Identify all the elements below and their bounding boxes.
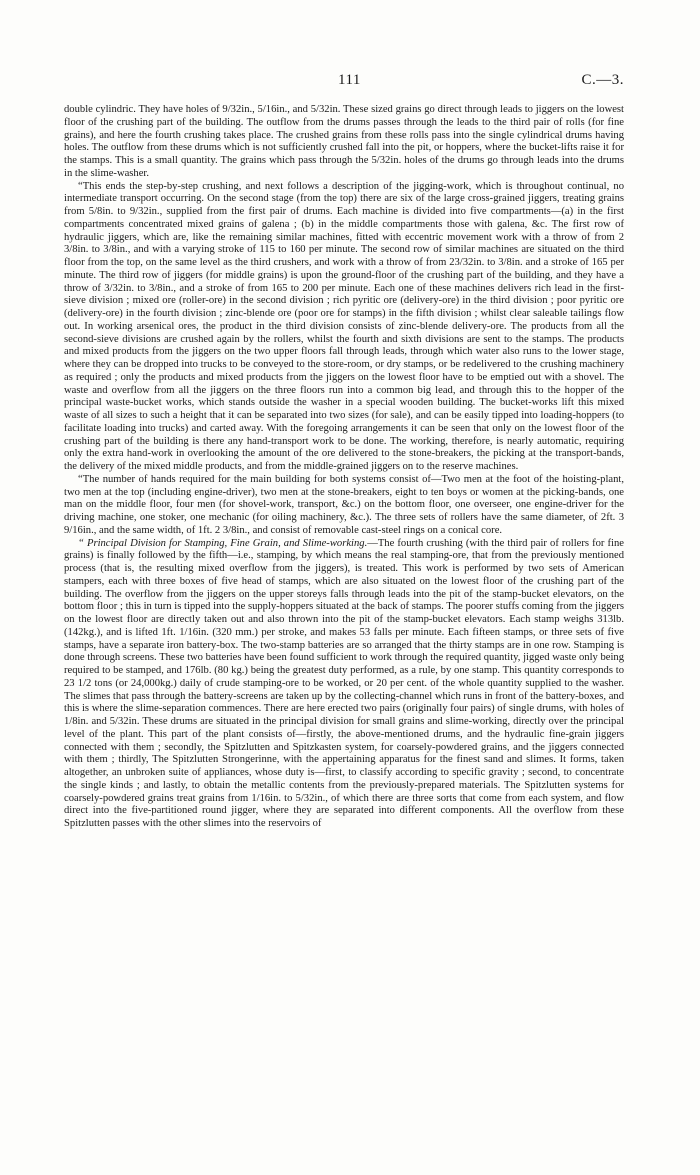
- paragraph-3: “The number of hands required for the main building for both systems consist of—Two men at the foot of the hoisting-plant, two men at the top (including engine-driver), two men at the stone-breakers, eight to ten boys or women at the picking-bands, one man on the middle floor, four men (for shovel-work, transport, &c.) on the bottom floor, one overseer, one engine-driver for the driving machine, one stoker, one mechanic (for oiling machinery, &c.). The three sets of rollers have the same diameter, of 2ft. 3 9/16in., and the same width, of 1ft. 2 3/8in., and consist of removable cast-steel rings on a conical core.: [64, 473, 624, 536]
- page-header: [64, 72, 624, 92]
- body-text: [64, 104, 624, 831]
- paragraph-1: double cylindric. They have holes of 9/32in., 5/16in., and 5/32in. These sized grains go direct through leads to jiggers on the lowest floor of the crushing part of the building. The outflow from the drums passes through the leads to the third pair of rolls (for fine grains), and here the fourth crushing takes place. The crushed grains from these rolls pass into the single cylindrical drums having holes. The outflow from these drums which is not sufficiently crushed fall into the pit, or hoppers, where the bucket-lifts raise it for the stamps. This is a small quantity. The grains which pass through the 5/32in. holes of the drums go through leads into the drums in the slime-washer.: [64, 104, 624, 179]
- section-code: C.—3.: [581, 72, 624, 88]
- paragraph-4-text: —The fourth crushing (with the third pair of rollers for fine grains) is finally followed by the fifth—i.e., stamping, by which means the real stamping-ore, that from the previously mentioned process (that is, the resulting mixed overflow from the jiggers), is treated. This work is performed by two sets of American stampers, each with three boxes of five head of stamps, which are also situated on the lowest floor of the crushing part of the building. The overflow from the jiggers on the upper storeys falls through leads into the pit of the stamp-bucket elevators, on the bottom floor ; this in turn is tipped into the supply-hoppers situated at the back of stamps. The poorer stuffs coming from the jiggers on the lowest floor are directly taken out and also thrown into the pit of the stamp-bucket elevators. Each stamp weighs 313lb. (142kg.), and is lifted 1ft. 1/16in. (320 mm.) per stroke, and makes 53 falls per minute. Each fifteen stamps, or three sets of five stamps, have a separate iron battery-box. The two-stamp batteries are so arranged that the thirty stamps are in one row. Stamping is done through screens. These two batteries have been found sufficient to work through the required quantity, jigged waste only being required to be stamped, and 176lb. (80 kg.) being the greatest duty performed, as a rule, by one stamp. This quantity corresponds to 23 1/2 tons (or 24,000kg.) daily of crude stamping-ore to be worked, or 20 per cent. of the whole quantity supplied to the washer. The slimes that pass through the battery-screens are taken up by the collecting-channel which runs in front of the battery-boxes, and this is where the slime-separation commences. There are here erected two pairs (originally four pairs) of single drums, with holes of 1/8in. and 5/32in. These drums are situated in the principal division for small grains and slime-working, directly over the principal level of the plant. This part of the plant consists of—firstly, the above-mentioned drums, and the hydraulic fine-grain jiggers connected with them ; secondly, the Spitzlutten and Spitzkasten system, for coarsely-powdered grains, and the jiggers connected with them ; thirdly, The Spitzlutten Strongerinne, with the appertaining apparatus for the finest sand and slimes. It forms, taken altogether, an unbroken suite of appliances, whose duty is—first, to classify according to specific gravity ; second, to concentrate the single kinds ; and lastly, to obtain the metallic contents from the previously-prepared materials. The Spitzlutten systems for coarsely-powdered grains treat grains from 1/16in. to 5/32in., of which there are three sorts that come from each system, and flow direct into the five-partitioned round jigger, where they are separated into different components. All the overflow from these Spitzlutten passes with the other slimes into the reservoirs of: [64, 537, 624, 829]
- page-number: 111: [338, 72, 361, 88]
- paragraph-2: “This ends the step-by-step crushing, and next follows a description of the jigging-work, which is throughout continual, no intermediate transport occurring. On the second stage (from the top) there are six of the large cross-grained jiggers, treating grains from 5/8in. to 9/32in., supplied from the first pair of drums. Each machine is divided into five compartments—(a) in the first compartments concentrated mixed grains of galena ; (b) in the middle compartments those with galena, &c. The first row of hydraulic jiggers, which are, like the remaining similar machines, fitted with eccentric movement work with a throw of from 2 3/8in. to 3/8in., and with a varying stroke of 115 to 160 per minute. The second row of similar machines are situated on the third floor from the top, on the same level as the third crushers, and work with a throw of from 23/32in. to 3/8in. and a stroke of 165 per minute. The third row of jiggers (for middle grains) is upon the ground-floor of the crushing part of the building, and they have a throw of 3/32in. to 3/8in., and a stroke of from 165 to 200 per minute. Each one of these machines delivers rich lead in the first-sieve division ; mixed ore (roller-ore) in the second division ; rich pyritic ore (delivery-ore) in the third division ; poor pyritic ore (delivery-ore) in the fourth division ; zinc-blende ore (poor ore for stamps) in the fifth division ; whilst clear saleable tailings flow out. In working arsenical ores, the product in the third division consists of zinc-blende delivery-ore. The products from all the second-sieve divisions are crushed again by the rollers, whilst the fourth and sixth divisions are sent to the stamps. The products and mixed products from the jiggers on the two upper floors fall through leads, through which water also runs to the lower stage, where they can be dropped into trucks to be conveyed to the store-room, or dry stamps, or be redelivered to the crushing machinery as required ; only the products and mixed products from the jiggers on the lowest floor have to be emptied out with a shovel. The waste and overflow from all the jiggers on the three floors run into a common big lead, and through this to the hopper of the principal waste-bucket works, which stands outside the washer in a special wooden building. The bucket-works lift this mixed waste of all sizes to such a height that it can be separated into two sizes (for sale), and can be easily tipped into loading-hoppers (to facilitate loading into trucks) and carted away. With the foregoing arrangements it can be seen that only on the lowest floor of the crushing part of the building is there any hand-transport work to be done. The working, therefore, is nearly automatic, requiring only the extra hand-work in overlooking the amount of the ore delivered to the stone-breakers, the picking at the transport-bands, the delivery of the mixed middle products, and from the middle-grained jiggers on to the reserve machines.: [64, 180, 624, 472]
- section-heading: “ Principal Division for Stamping, Fine Grain, and Slime-working.: [78, 537, 368, 549]
- paragraph-4: [64, 538, 624, 831]
